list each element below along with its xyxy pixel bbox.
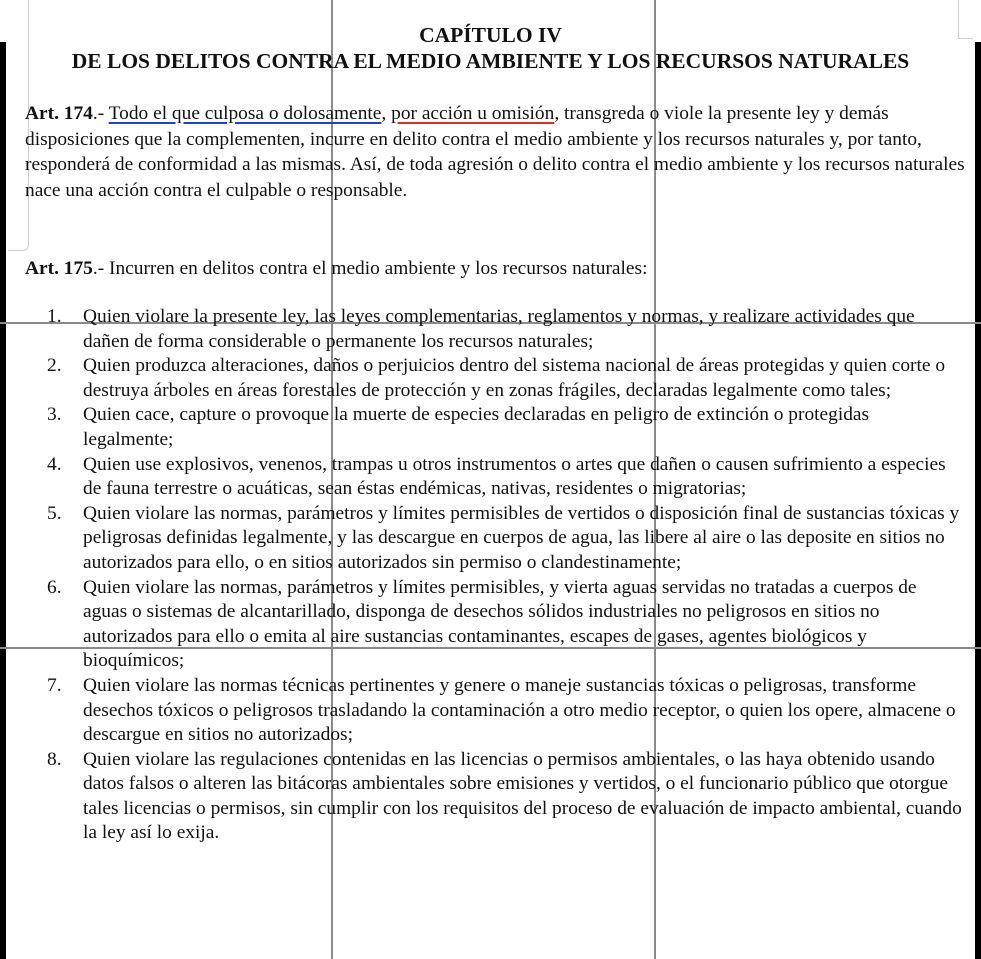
list-item bbox=[47, 576, 963, 674]
list-item-text: Quien produzca alteraciones, daños o perjuicios dentro del sistema nacional de áreas protegidas y quien corte o destruya árboles en áreas forestales de protección y en zonas frágiles, declaradas legalmente como tales; bbox=[83, 355, 946, 401]
article-174-separator: .- bbox=[92, 103, 109, 124]
list-item-number: 1. bbox=[47, 306, 62, 327]
article-175-text: .- Incurren en delitos contra el medio ambiente y los recursos naturales: bbox=[92, 258, 648, 279]
list-item-text: Quien violare las normas, parámetros y límites permisibles, y vierta aguas servidas no tratadas a cuerpos de aguas o sistemas de alcantarillado, disponga de desechos sólidos industriales no peligrosos en sitios no autorizados para ello o emita al aire sustancias contaminantes, escapes de gases, agentes biológicos y bioquímicos; bbox=[83, 576, 917, 672]
list-item-text: Quien violare las normas técnicas pertinentes y genere o maneje sustancias tóxicas o peligrosas, transforme desechos tóxicos o peligrosos trasladando la contaminación a otro medio receptor, o quien los opere, almacene o descargue en sitios no autorizados; bbox=[83, 674, 956, 746]
list-item bbox=[47, 305, 963, 354]
article-174-text: , transgreda o viole la presente ley y demás disposiciones que la complementen, incurre en delito contra el medio ambiente y los recursos naturales y, por tanto, responderá de conformidad a las mismas. Así, de toda agresión o delito contra el medio ambiente y los recursos naturales nace una acción contra el culpable o responsable. bbox=[25, 103, 965, 201]
chapter-subtitle: DE LOS DELITOS CONTRA EL MEDIO AMBIENTE Y LOS RECURSOS NATURALES bbox=[71, 49, 910, 73]
right-scan-edge bbox=[975, 42, 981, 959]
article-175 bbox=[25, 256, 965, 282]
list-item-text: Quien violare las regulaciones contenidas en las licencias o permisos ambientales, o las haya obtenido usando datos falsos o alteren las bitácoras ambientales sobre emisiones y vertidos, o el funcionario público que otorgue tales licencias o permisos, sin cumplir con los requisitos del proceso de evaluación de impacto ambiental, cuando la ley así lo exija. bbox=[83, 748, 962, 844]
list-item-number: 2. bbox=[47, 355, 62, 377]
list-item-text: Quien violare las normas, parámetros y límites permisibles de vertidos o disposición final de sustancias tóxicas y peligrosas definidas legalmente, y las descargue en cuerpos de agua, las libere al aire o las deposite en sitios no autorizados para ello, o en sitios autorizados sin permiso o clandestinamente; bbox=[83, 502, 960, 573]
blue-underlined-phrase: Todo el que culposa o dolosamente bbox=[108, 103, 382, 124]
list-item bbox=[47, 748, 963, 846]
article-175-label: Art. 175 bbox=[25, 258, 93, 279]
list-item-number: 3. bbox=[47, 404, 62, 426]
red-underlined-phrase: por acción u omisión bbox=[391, 103, 555, 124]
left-scan-edge bbox=[0, 42, 6, 959]
list-item bbox=[47, 453, 963, 502]
list-item-number: 4. bbox=[47, 453, 62, 475]
chapter-title: CAPÍTULO IV bbox=[419, 23, 562, 47]
list-item-text: Quien use explosivos, venenos, trampas u otros instrumentos o artes que dañen o causen sufrimiento a especies de fauna terrestre o acuáticas, sean éstas endémicas, nativas, residentes o migratorias; bbox=[83, 453, 946, 500]
list-item bbox=[47, 674, 963, 748]
offense-list bbox=[47, 305, 963, 846]
list-item-text: Quien cace, capture o provoque la muerte de especies declaradas en peligro de extinción o protegidas legalmente; bbox=[83, 404, 870, 450]
list-item-text: Quien violare la presente ley, las leyes complementarias, reglamentos y normas, y realizare actividades que dañen de forma considerable o permanente los recursos naturales; bbox=[83, 306, 915, 352]
article-174 bbox=[25, 101, 965, 203]
article-174-comma: , bbox=[381, 103, 392, 124]
list-item-number: 7. bbox=[47, 674, 62, 696]
list-item bbox=[47, 502, 963, 576]
list-item-number: 5. bbox=[47, 502, 62, 524]
article-174-label: Art. 174 bbox=[25, 103, 93, 124]
list-item-number: 6. bbox=[47, 576, 62, 598]
list-item bbox=[47, 354, 963, 403]
list-item bbox=[47, 403, 963, 452]
list-item-number: 8. bbox=[47, 748, 62, 770]
